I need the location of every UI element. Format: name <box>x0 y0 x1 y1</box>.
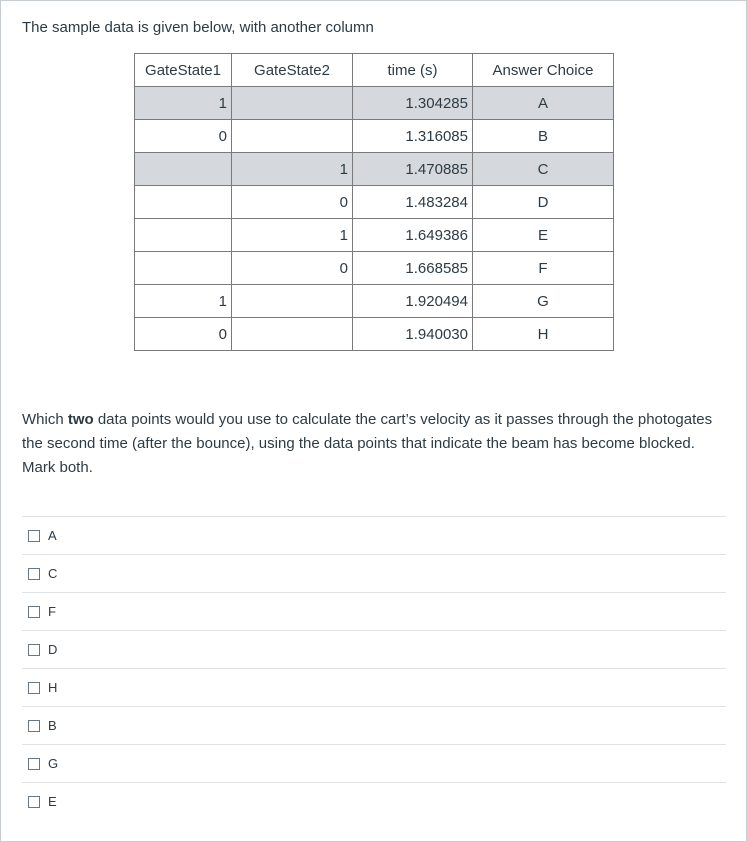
cell-gatestate1: 0 <box>135 318 232 351</box>
checkbox[interactable] <box>28 606 40 618</box>
cell-gatestate2: 0 <box>232 252 353 285</box>
col-header-gatestate2: GateState2 <box>232 54 353 87</box>
table-row <box>135 219 614 252</box>
cell-time: 1.940030 <box>353 318 473 351</box>
cell-gatestate1: 1 <box>135 87 232 120</box>
answer-option-b[interactable] <box>22 706 726 744</box>
table-row <box>135 87 614 120</box>
table-row <box>135 186 614 219</box>
cell-time: 1.483284 <box>353 186 473 219</box>
intro-text: The sample data is given below, with another column <box>22 19 374 36</box>
cell-answer-choice: G <box>473 285 614 318</box>
cell-answer-choice: D <box>473 186 614 219</box>
cell-gatestate2 <box>232 285 353 318</box>
answer-option-a[interactable] <box>22 516 726 554</box>
table-row <box>135 252 614 285</box>
answer-option-e[interactable] <box>22 782 726 820</box>
question-part2: data points would you use to calculate the cart’s velocity as it passes through the photogates the second time (after the bounce), using the data points that indicate the beam has become blocked. Mark both. <box>22 411 713 476</box>
question-emphasis: two <box>67 411 94 428</box>
checkbox[interactable] <box>28 720 40 732</box>
cell-answer-choice: C <box>473 153 614 186</box>
col-header-answer-choice: Answer Choice <box>473 54 614 87</box>
cell-gatestate1: 0 <box>135 120 232 153</box>
cell-gatestate1 <box>135 219 232 252</box>
cell-gatestate1: 1 <box>135 285 232 318</box>
table-body <box>135 87 614 351</box>
cell-gatestate2: 1 <box>232 153 353 186</box>
table-header-row <box>135 54 614 87</box>
cell-time: 1.920494 <box>353 285 473 318</box>
table-row <box>135 285 614 318</box>
table-row <box>135 318 614 351</box>
answer-option-h[interactable] <box>22 668 726 706</box>
cell-answer-choice: H <box>473 318 614 351</box>
answer-label: G <box>48 756 59 771</box>
sample-data-table <box>134 53 614 351</box>
cell-time: 1.470885 <box>353 153 473 186</box>
answer-label: C <box>48 566 58 581</box>
answer-label: B <box>48 718 57 733</box>
checkbox[interactable] <box>28 682 40 694</box>
answer-option-d[interactable] <box>22 630 726 668</box>
cell-gatestate2 <box>232 318 353 351</box>
cell-time: 1.668585 <box>353 252 473 285</box>
checkbox[interactable] <box>28 796 40 808</box>
cell-gatestate2 <box>232 120 353 153</box>
checkbox[interactable] <box>28 568 40 580</box>
answer-option-f[interactable] <box>22 592 726 630</box>
cell-answer-choice: E <box>473 219 614 252</box>
cell-gatestate1 <box>135 252 232 285</box>
answer-label: A <box>48 528 57 543</box>
question-part1: Which <box>22 411 68 428</box>
checkbox[interactable] <box>28 644 40 656</box>
table-row <box>135 120 614 153</box>
col-header-time: time (s) <box>353 54 473 87</box>
cell-time: 1.304285 <box>353 87 473 120</box>
cell-time: 1.649386 <box>353 219 473 252</box>
answer-label: D <box>48 642 58 657</box>
answer-option-g[interactable] <box>22 744 726 782</box>
cell-time: 1.316085 <box>353 120 473 153</box>
answer-label: E <box>48 794 57 809</box>
col-header-gatestate1: GateState1 <box>135 54 232 87</box>
cell-gatestate1 <box>135 153 232 186</box>
answer-label: F <box>48 604 56 619</box>
cell-gatestate2: 1 <box>232 219 353 252</box>
question-text <box>22 408 722 480</box>
table-row <box>135 153 614 186</box>
cell-gatestate2: 0 <box>232 186 353 219</box>
answer-label: H <box>48 680 58 695</box>
checkbox[interactable] <box>28 530 40 542</box>
cell-gatestate2 <box>232 87 353 120</box>
cell-answer-choice: A <box>473 87 614 120</box>
answer-list <box>22 516 726 820</box>
answer-option-c[interactable] <box>22 554 726 592</box>
checkbox[interactable] <box>28 758 40 770</box>
cell-gatestate1 <box>135 186 232 219</box>
cell-answer-choice: B <box>473 120 614 153</box>
cell-answer-choice: F <box>473 252 614 285</box>
